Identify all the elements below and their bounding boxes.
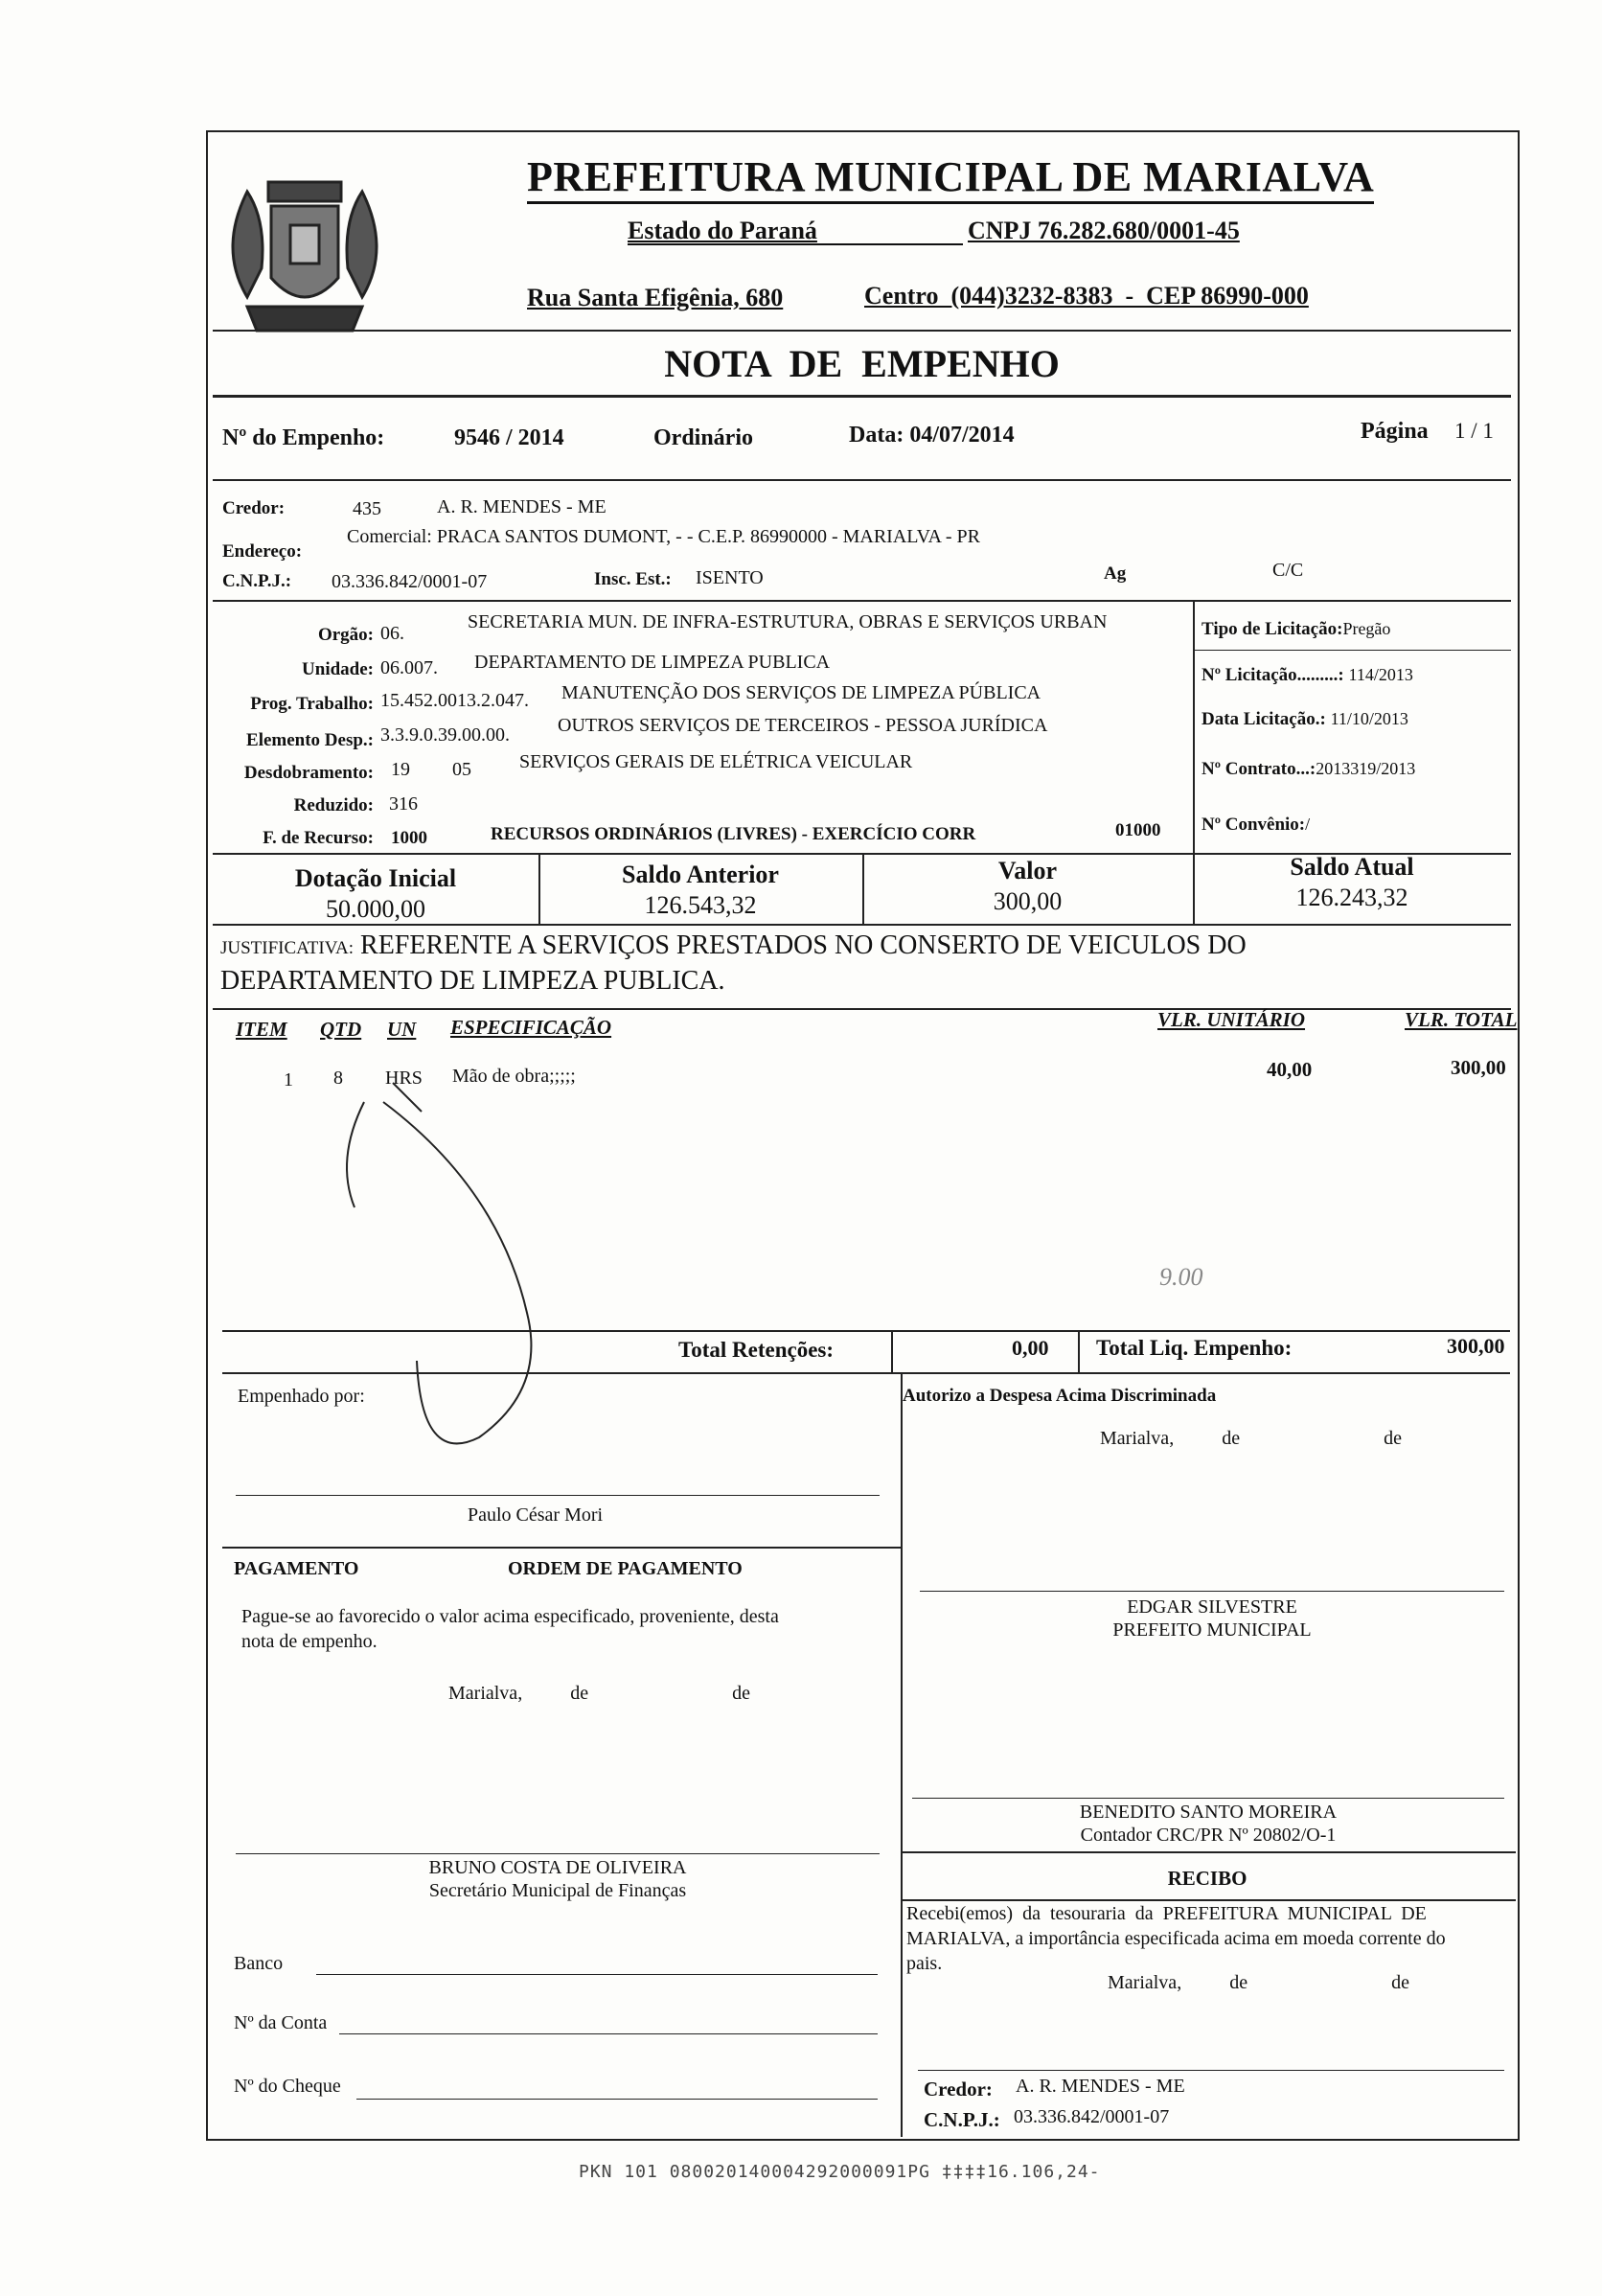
recurso-code: 1000 — [391, 828, 427, 848]
payment-instruction-line-2: nota de empenho. — [241, 1631, 378, 1652]
recurso-label: F. de Recurso: — [263, 828, 374, 848]
elemento-code: 3.3.9.0.39.00.00. — [380, 724, 510, 746]
agreement-number-label: Nº Convênio:/ — [1202, 815, 1311, 835]
unidade-name: DEPARTAMENTO DE LIMPEZA PUBLICA — [474, 652, 831, 673]
recurso-number: 01000 — [1115, 820, 1161, 840]
unidade-label: Unidade: — [302, 659, 374, 679]
empenho-date: Data: 04/07/2014 — [849, 423, 1015, 448]
bidding-type: Pregão — [1342, 619, 1391, 638]
creditor-label: Credor: — [222, 498, 286, 518]
desdobramento-code-a: 19 — [391, 759, 410, 780]
state-registration-label: Insc. Est.: — [594, 569, 672, 589]
state-name: Estado do Paraná — [628, 217, 817, 244]
elemento-label: Elemento Desp.: — [246, 730, 374, 750]
empenho-type: Ordinário — [653, 425, 754, 450]
city-hall-address-line: Centro (044)3232-8383 - CEP 86990-000 — [864, 282, 1309, 310]
amount-value: 300,00 — [993, 887, 1063, 915]
authorization-place-date: Marialva, de de — [1100, 1428, 1402, 1449]
accountant-name: BENEDITO SANTO MOREIRA — [1079, 1802, 1338, 1823]
current-balance-label: Saldo Atual — [1290, 853, 1414, 881]
receipt-creditor-name: A. R. MENDES - ME — [1016, 2076, 1185, 2097]
total-withholdings-label: Total Retenções: — [678, 1338, 835, 1362]
committed-by-label: Empenhado por: — [238, 1386, 365, 1407]
payment-instruction — [241, 1604, 779, 1654]
empenho-number-label: Nº do Empenho: — [222, 425, 385, 450]
page-number: 1 / 1 — [1454, 419, 1494, 443]
cnpj-label: C.N.P.J.: — [222, 571, 292, 591]
creditor-code: 435 — [353, 498, 381, 519]
bidding-type-label: Tipo de Licitação:Pregão — [1202, 619, 1391, 639]
check-number-label: Nº do Cheque — [234, 2076, 341, 2097]
col-qty: QTD — [320, 1018, 362, 1041]
bank-field[interactable] — [316, 1974, 878, 1975]
reduzido-value: 316 — [389, 793, 418, 815]
col-total-price: VLR. TOTAL — [1405, 1008, 1518, 1031]
receipt-title: RECIBO — [1167, 1867, 1247, 1890]
item-1-total: 300,00 — [1451, 1056, 1506, 1079]
account-number-field[interactable] — [339, 2033, 878, 2034]
receipt-place-date: Marialva, de de — [1108, 1972, 1409, 1993]
recurso-name: RECURSOS ORDINÁRIOS (LIVRES) - EXERCÍCIO CORR — [491, 824, 976, 844]
address-label: Endereço: — [222, 541, 303, 562]
col-unit: UN — [387, 1018, 417, 1041]
check-number-field[interactable] — [356, 2099, 878, 2100]
city-hall-cnpj: CNPJ 76.282.680/0001-45 — [968, 217, 1240, 244]
desdobramento-code-b: 05 — [452, 759, 471, 780]
elemento-name: OUTROS SERVIÇOS DE TERCEIROS - PESSOA JURÍDICA — [558, 715, 1048, 736]
city-hall-title: PREFEITURA MUNICIPAL DE MARIALVA — [527, 153, 1374, 204]
finance-secretary-role: Secretário Municipal de Finanças — [428, 1880, 687, 1901]
authorization-text: Autorizo a Despesa Acima Discriminada — [903, 1386, 1217, 1406]
program-code: 15.452.0013.2.047. — [380, 690, 529, 711]
account-label: C/C — [1272, 560, 1304, 581]
committed-by-name: Paulo César Mori — [468, 1504, 604, 1526]
account-number-label: Nº da Conta — [234, 2012, 328, 2033]
empenho-number: 9546 / 2014 — [454, 425, 564, 450]
initial-allocation-label: Dotação Inicial — [294, 864, 457, 892]
net-total-value: 300,00 — [1447, 1334, 1505, 1358]
col-specification: ESPECIFICAÇÃO — [450, 1016, 612, 1039]
current-balance-value: 126.243,32 — [1295, 884, 1408, 911]
item-1-spec: Mão de obra;;;;; — [452, 1066, 576, 1087]
desdobramento-label: Desdobramento: — [243, 763, 374, 783]
item-1-number: 1 — [284, 1069, 293, 1091]
amount-label: Valor — [997, 857, 1058, 884]
item-1-unit: HRS — [385, 1068, 423, 1089]
payment-instruction-line-1: Pague-se ao favorecido o valor acima especificado, proveniente, desta — [241, 1606, 779, 1627]
accountant-role: Contador CRC/PR Nº 20802/O-1 — [1080, 1825, 1337, 1846]
receipt-cnpj-label: C.N.P.J.: — [924, 2108, 1000, 2131]
bidding-number-label: Nº Licitação.........: 114/2013 — [1202, 665, 1413, 685]
receipt-creditor-label: Credor: — [924, 2078, 993, 2101]
city-hall-street: Rua Santa Efigênia, 680 — [527, 284, 784, 311]
mayor-name: EDGAR SILVESTRE — [1127, 1596, 1297, 1618]
contract-number: 2013319/2013 — [1316, 759, 1416, 778]
orgao-label: Orgão: — [317, 625, 374, 645]
payment-order-title: ORDEM DE PAGAMENTO — [508, 1558, 743, 1579]
state-registration: ISENTO — [696, 567, 764, 588]
receipt-text — [906, 1901, 1520, 1976]
creditor-address: Comercial: PRACA SANTOS DUMONT, - - C.E.P. 86990000 - MARIALVA - PR — [347, 526, 980, 547]
mayor-role: PREFEITO MUNICIPAL — [1112, 1619, 1312, 1641]
item-1-unit-price: 40,00 — [1267, 1058, 1313, 1081]
previous-balance-value: 126.543,32 — [644, 891, 757, 919]
creditor-name: A. R. MENDES - ME — [437, 496, 606, 517]
unidade-code: 06.007. — [380, 657, 438, 678]
item-1-qty: 8 — [333, 1068, 343, 1089]
coat-of-arms-logo — [209, 153, 400, 345]
initial-allocation-value: 50.000,00 — [326, 895, 425, 923]
payment-section-title: PAGAMENTO — [234, 1558, 359, 1579]
receipt-text-line-2: MARIALVA, a importância especificada acima em moeda corrente do — [906, 1928, 1446, 1949]
justification — [220, 930, 1504, 998]
contract-number-label: Nº Contrato...:2013319/2013 — [1202, 759, 1416, 779]
bank-authentication-print: PKN 101 080020140004292000091PG ‡‡‡‡16.106,24- — [579, 2162, 1101, 2182]
total-withholdings-value: 0,00 — [1012, 1336, 1049, 1360]
program-label: Prog. Trabalho: — [250, 694, 374, 714]
previous-balance-label: Saldo Anterior — [622, 861, 779, 888]
finance-secretary-name: BRUNO COSTA DE OLIVEIRA — [428, 1857, 687, 1878]
creditor-cnpj: 03.336.842/0001-07 — [332, 571, 488, 592]
justification-line-1: REFERENTE A SERVIÇOS PRESTADOS NO CONSERTO DE VEICULOS DO — [360, 930, 1247, 960]
orgao-name: SECRETARIA MUN. DE INFRA-ESTRUTURA, OBRAS E SERVIÇOS URBAN — [468, 611, 1108, 632]
handwritten-bracket-mark — [326, 1073, 632, 1476]
net-total-label: Total Liq. Empenho: — [1096, 1336, 1293, 1360]
desdobramento-name: SERVIÇOS GERAIS DE ELÉTRICA VEICULAR — [519, 751, 913, 772]
state-underline — [628, 243, 963, 245]
payment-place-date: Marialva, de de — [448, 1683, 750, 1704]
bank-label: Banco — [234, 1953, 284, 1974]
program-name: MANUTENÇÃO DOS SERVIÇOS DE LIMPEZA PÚBLICA — [561, 682, 1041, 703]
bidding-date: 11/10/2013 — [1330, 709, 1408, 728]
reduzido-label: Reduzido: — [293, 795, 374, 815]
agency-label: Ag — [1104, 563, 1127, 584]
justification-line-2: DEPARTAMENTO DE LIMPEZA PUBLICA. — [220, 966, 725, 996]
col-unit-price: VLR. UNITÁRIO — [1157, 1008, 1306, 1031]
receipt-text-line-1: Recebi(emos) da tesouraria da PREFEITURA MUNICIPAL DE — [906, 1903, 1427, 1924]
bidding-date-label: Data Licitação.: 11/10/2013 — [1202, 709, 1408, 729]
agreement-number: / — [1305, 815, 1311, 834]
page-label: Página — [1361, 419, 1429, 444]
receipt-text-line-3: pais. — [906, 1953, 943, 1974]
document-title: NOTA DE EMPENHO — [664, 342, 1060, 385]
bidding-number: 114/2013 — [1348, 665, 1413, 684]
orgao-code: 06. — [380, 623, 404, 644]
handwritten-note: 9.00 — [1159, 1263, 1203, 1291]
justification-label: JUSTIFICATIVA: — [220, 938, 355, 958]
receipt-cnpj-value: 03.336.842/0001-07 — [1014, 2106, 1170, 2127]
col-item: ITEM — [236, 1018, 287, 1041]
